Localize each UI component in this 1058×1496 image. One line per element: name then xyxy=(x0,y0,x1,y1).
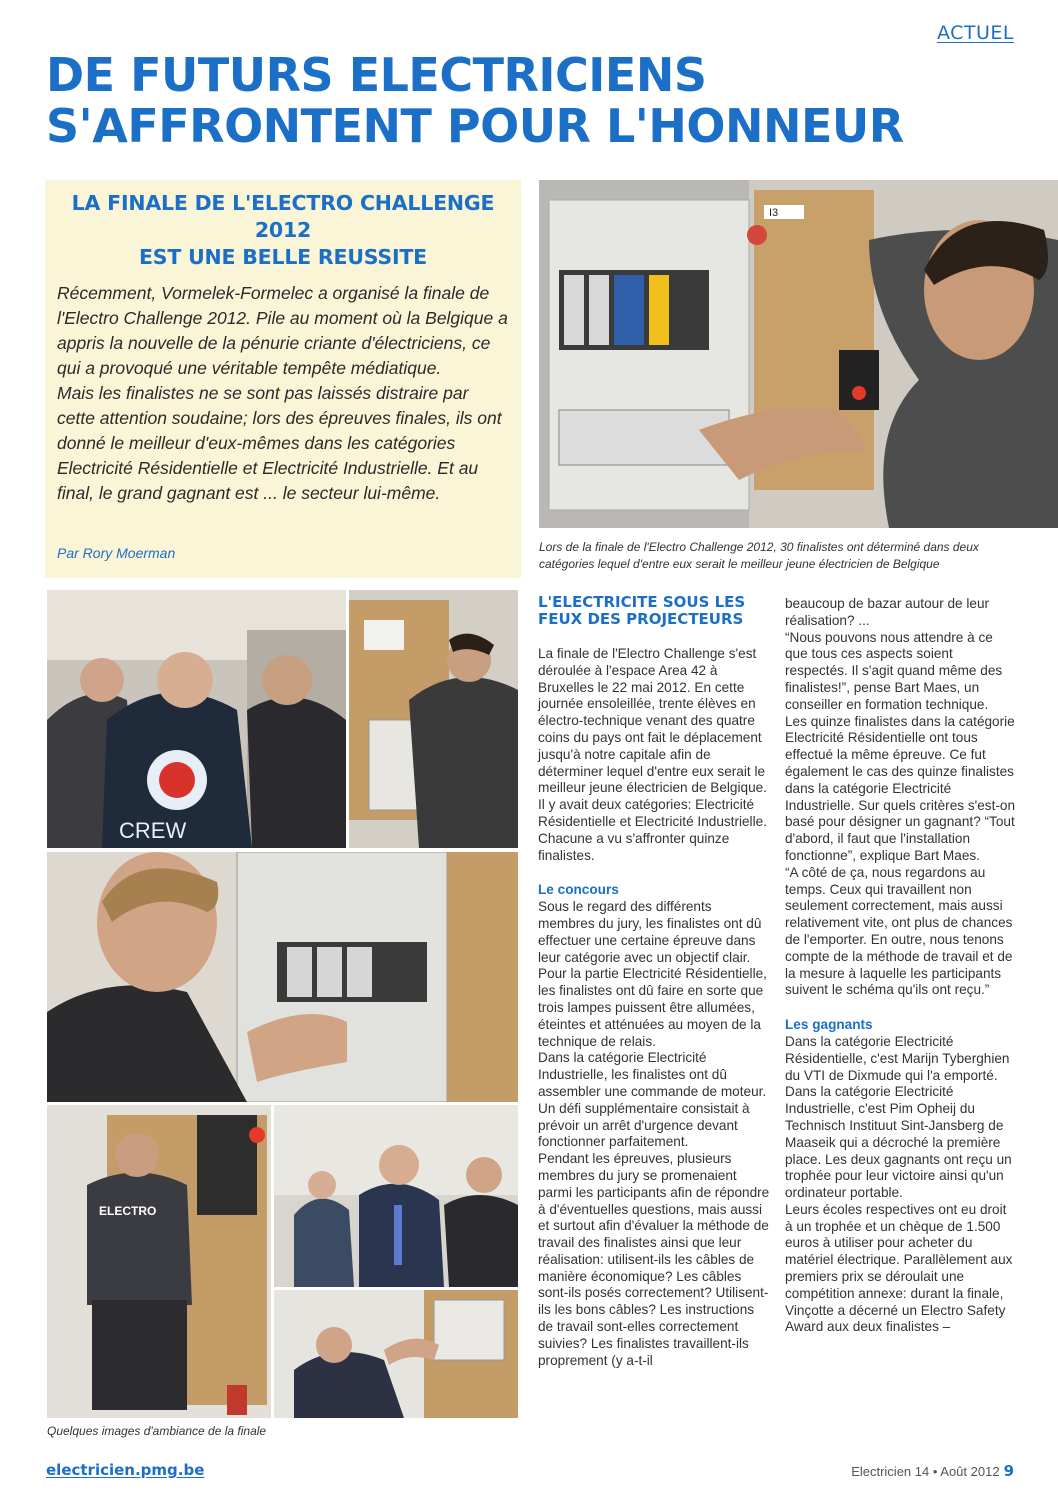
intro-text xyxy=(57,281,509,506)
subheading-le-concours: Le concours xyxy=(538,882,619,898)
article-heading: L'ELECTRICITE SOUS LES FEUX DES PROJECTEURS xyxy=(538,593,746,628)
article-paragraph: Leurs écoles respectives ont eu droit à un trophée et un chèque de 1.500 euros à utiliser pour acheter du matériel électrique. Parallèlement aux premiers prix se déroulait une compétition annexe: durant la finale, Vinçotte a décerné un Electro Safety Award aux deux finalistes – xyxy=(785,1201,1013,1335)
issue-text: Electricien 14 • Août 2012 xyxy=(851,1464,1000,1479)
gallery-photo-2 xyxy=(349,590,518,848)
intro-paragraph-2: Mais les finalistes ne se sont pas laissés distraire par cette attention soudaine; lors des épreuves finales, ils ont donné le meilleur d'eux-mêmes dans les catégories Electricité Résidentielle et Electricité Industrielle. Et au final, le grand gagnant est ... le secteur lui-même. xyxy=(57,383,502,503)
article-paragraph: Sous le regard des différents membres du jury, les finalistes ont dû effectuer une certaine épreuve dans leur catégorie avec un objectif clair. Pour la partie Electricité Résidentielle, les finalistes ont dû faire en sorte que trois lampes puissent être allumées, éteintes et atténuées au moyen de la technique de relais. xyxy=(538,899,767,1049)
gallery-photo-6 xyxy=(274,1290,518,1418)
gallery-photo-3 xyxy=(47,852,518,1102)
intro-title-line-2: EST UNE BELLE REUSSITE xyxy=(139,245,427,269)
intro-title-line-1: LA FINALE DE L'ELECTRO CHALLENGE 2012 xyxy=(71,191,495,242)
intro-title xyxy=(57,190,509,271)
crew-shirt-text: CREW xyxy=(119,818,187,843)
article-paragraph: Dans la catégorie Electricité Industrielle, les finalistes ont dû assembler une commande de moteur. Un défi supplémentaire consistait à prévoir un arrêt d'urgence devant fonctionner parfaitement. xyxy=(538,1050,767,1150)
gallery-photo-5 xyxy=(274,1105,518,1287)
article-paragraph: Dans la catégorie Electricité Résidentielle, c'est Marijn Tyberghien du VTI de Dixmude qui l'a emporté. Dans la catégorie Electricité Industrielle, c'est Pim Opheij du Technisch Instituut Sint-Jansberg de Maaseik qui a décroché la première place. Les deux gagnants ont reçu un trophée pour leur victoire ainsi qu'un ordinateur portable. xyxy=(785,1033,1012,1201)
article-paragraph: Pendant les épreuves, plusieurs membres du jury se promenaient parmi les participants afin de répondre à d'éventuelles questions, mais aussi et surtout afin d'évaluer la méthode de travail des finalistes ainsi que leur réalisation: utilisent-ils les câbles de manière économique? Les câbles sont-ils posés correctement? Utilisent-ils les bons câbles? Les instructions de travail sont-elles correctement suivies? Les finalistes travaillent-ils proprement (y a-t-il xyxy=(538,1151,770,1368)
article-column-1 xyxy=(538,594,770,1369)
headline xyxy=(46,50,1026,152)
intro-paragraph-1: Récemment, Vormelek-Formelec a organisé la finale de l'Electro Challenge 2012. Pile au moment où la Belgique a appris la nouvelle de la pénurie criante d'électriciens, ce qui a provoqué une véritable tempête médiatique. xyxy=(57,283,508,378)
footer-issue xyxy=(851,1462,1014,1480)
headline-line-2: S'AFFRONTENT POUR L'HONNEUR xyxy=(46,99,904,153)
byline: Par Rory Moerman xyxy=(57,545,176,561)
article-paragraph: “A côté de ça, nous regardons au temps. Ceux qui travaillent non seulement correctement, mais aussi relativement vite, ont plus de chances de l'emporter. En outre, nous tenons compte de la méthode de travail et de la mesure à laquelle les participants suivent le schéma qu'ils ont reçu.” xyxy=(785,864,1013,998)
panel-label: I3 xyxy=(769,207,779,219)
article-paragraph: “Nous pouvons nous attendre à ce que tous ces aspects soient respectés. Il s'agit quand même des finalistes!”, pense Bart Maes, un conseiller en formation technique. xyxy=(785,629,1003,712)
article-paragraph: beaucoup de bazar autour de leur réalisation? ... xyxy=(785,596,990,628)
headline-line-1: DE FUTURS ELECTRICIENS xyxy=(46,48,707,102)
subheading-les-gagnants: Les gagnants xyxy=(785,1017,873,1033)
gallery-photo-4 xyxy=(47,1105,271,1418)
intro-box xyxy=(45,180,521,578)
article-column-2 xyxy=(785,596,1017,1336)
main-photo xyxy=(539,180,1058,528)
article-paragraph: Les quinze finalistes dans la catégorie Electricité Résidentielle ont tous effectué la même épreuve. Ce fut également le cas des quinze finalistes dans la catégorie Electricité Industrielle. Sur quels critères s'est-on basé pour désigner un gagnant? “Tout d'abord, il faut que l'installation fonctionne”, explique Bart Maes. xyxy=(785,713,1016,863)
website-link[interactable]: electricien.pmg.be xyxy=(46,1461,205,1479)
gallery-photo-1 xyxy=(47,590,346,848)
main-photo-caption: Lors de la finale de l'Electro Challenge 2012, 30 finalistes ont déterminé dans deux catégories lequel d'entre eux serait le meilleur jeune électricien de Belgique xyxy=(539,540,979,571)
page-number: 9 xyxy=(1003,1462,1014,1480)
gallery-caption: Quelques images d'ambiance de la finale xyxy=(47,1424,267,1438)
article-paragraph: La finale de l'Electro Challenge s'est déroulée à l'espace Area 42 à Bruxelles le 22 mai 2012. En cette journée ensoleillée, trente élèves en électro-technique venant des quatre coins du pays ont fait le déplacement jusqu'à notre capitale afin de déterminer lequel d'entre eux serait le meilleur jeune électricien de Belgique. Il y avait deux catégories: Electricité Résidentielle et Electricité Industrielle. Chacune a vu s'affronter quinze finalistes. xyxy=(538,646,767,863)
shirt-text: ELECTRO xyxy=(99,1204,157,1218)
section-tag: ACTUEL xyxy=(936,22,1014,44)
